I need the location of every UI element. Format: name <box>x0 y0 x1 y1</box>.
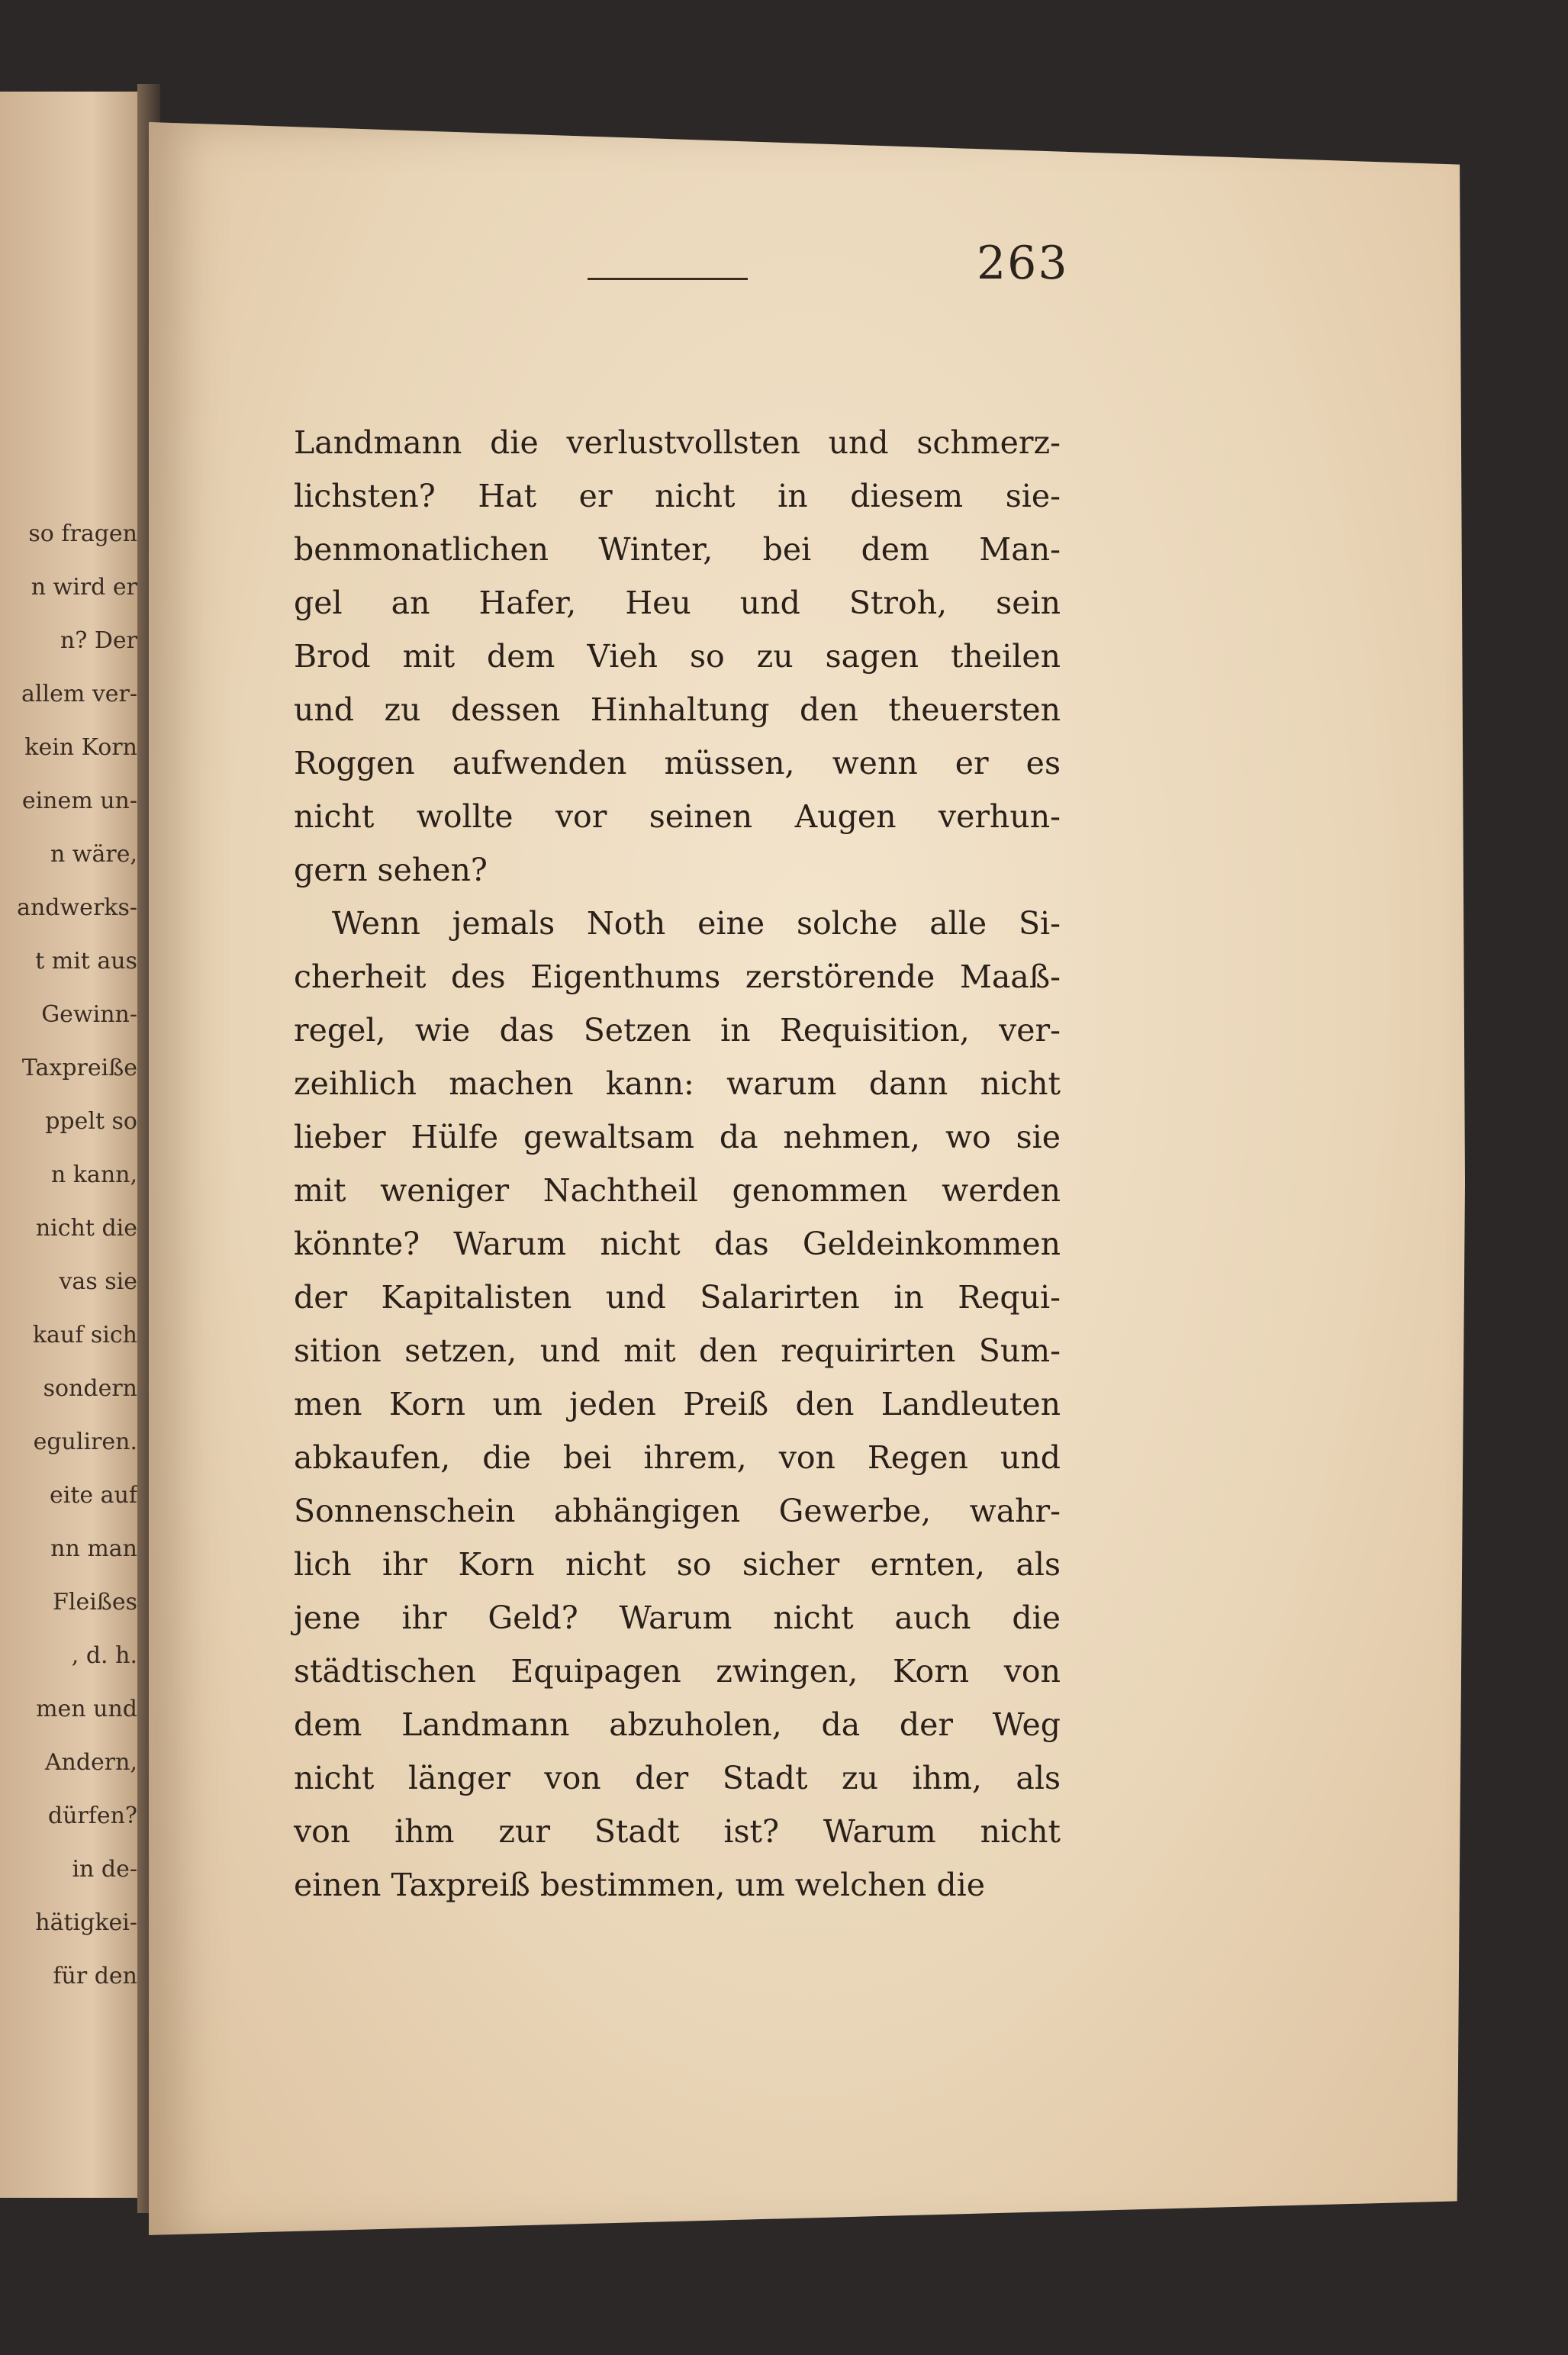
text-line: Wenn jemals Noth eine solche alle Si- <box>332 905 1061 942</box>
facing-page-line: eguliren. <box>33 1429 137 1455</box>
facing-page-line: eite auf <box>49 1482 137 1509</box>
facing-page-line: kein Korn <box>24 734 137 761</box>
facing-page-line: n? Der <box>60 627 137 654</box>
text-line: mit weniger Nachtheil genommen werden <box>294 1172 1061 1209</box>
header-rule <box>588 278 748 280</box>
text-line: und zu dessen Hinhaltung den theuersten <box>294 691 1061 728</box>
text-line: cherheit des Eigenthums zerstörende Maaß- <box>294 958 1061 995</box>
facing-page-line: nicht die <box>35 1215 137 1242</box>
facing-page-line: Andern, <box>44 1749 137 1776</box>
facing-page-line: so fragen <box>28 520 137 547</box>
text-line: men Korn um jeden Preiß den Landleuten <box>294 1386 1061 1422</box>
facing-page-line: einem un- <box>21 788 137 814</box>
text-line: lichsten? Hat er nicht in diesem sie- <box>294 478 1061 514</box>
text-line: von ihm zur Stadt ist? Warum nicht <box>294 1813 1061 1850</box>
text-line: lich ihr Korn nicht so sicher ernten, als <box>294 1546 1061 1583</box>
text-line: Sonnenschein abhängigen Gewerbe, wahr- <box>294 1493 1061 1529</box>
facing-page-line: men und <box>36 1696 137 1722</box>
facing-page-line: Fleißes <box>53 1589 137 1616</box>
facing-page-line: n wäre, <box>50 841 137 868</box>
text-line: nicht länger von der Stadt zu ihm, als <box>294 1760 1061 1796</box>
text-line: Roggen aufwenden müssen, wenn er es <box>294 745 1061 781</box>
facing-page-line: n kann, <box>50 1161 137 1188</box>
facing-page-line: kauf sich <box>32 1322 137 1348</box>
text-line: gern sehen? <box>294 852 488 888</box>
text-line: städtischen Equipagen zwingen, Korn von <box>294 1653 1061 1690</box>
facing-page-line: allem ver- <box>21 681 137 707</box>
facing-page-line: Gewinn- <box>41 1001 137 1028</box>
facing-page-line: ppelt so <box>45 1108 137 1135</box>
facing-page <box>0 92 153 2198</box>
text-line: regel, wie das Setzen in Requisition, ver- <box>294 1012 1061 1049</box>
facing-page-line: sondern <box>43 1375 137 1402</box>
facing-page-line: n wird er <box>31 574 137 601</box>
text-line: könnte? Warum nicht das Geldeinkommen <box>294 1226 1061 1262</box>
facing-page-line: andwerks- <box>17 894 137 921</box>
facing-page-line: für den <box>53 1963 137 1989</box>
text-line: einen Taxpreiß bestimmen, um welchen die <box>294 1867 985 1903</box>
text-line: jene ihr Geld? Warum nicht auch die <box>294 1600 1061 1636</box>
text-line: nicht wollte vor seinen Augen verhun- <box>294 798 1061 835</box>
text-line: gel an Hafer, Heu und Stroh, sein <box>294 585 1061 621</box>
facing-page-line: Taxpreiße <box>21 1055 137 1081</box>
text-line: abkaufen, die bei ihrem, von Regen und <box>294 1439 1061 1476</box>
facing-page-text <box>8 507 137 2003</box>
text-line: Landmann die verlustvollsten und schmerz- <box>294 424 1061 461</box>
facing-page-line: in de- <box>72 1856 137 1883</box>
text-line: Brod mit dem Vieh so zu sagen theilen <box>294 638 1061 675</box>
facing-page-line: dürfen? <box>47 1802 137 1829</box>
body-text <box>294 416 1061 1912</box>
facing-page-line: t mit aus <box>35 948 137 975</box>
text-line: benmonatlichen Winter, bei dem Man- <box>294 531 1061 568</box>
facing-page-line: vas sie <box>59 1268 137 1295</box>
facing-page-line: hätigkei- <box>35 1909 137 1936</box>
page-number: 263 <box>977 237 1069 290</box>
facing-page-line: , d. h. <box>71 1642 137 1669</box>
text-line: sition setzen, und mit den requirirten Sum- <box>294 1332 1061 1369</box>
page-header <box>580 229 1069 321</box>
text-line: lieber Hülfe gewaltsam da nehmen, wo sie <box>294 1119 1061 1155</box>
facing-page-line: nn man <box>50 1535 137 1562</box>
text-line: dem Landmann abzuholen, da der Weg <box>294 1706 1061 1743</box>
text-line: der Kapitalisten und Salarirten in Requi- <box>294 1279 1061 1316</box>
text-line: zeihlich machen kann: warum dann nicht <box>294 1065 1061 1102</box>
